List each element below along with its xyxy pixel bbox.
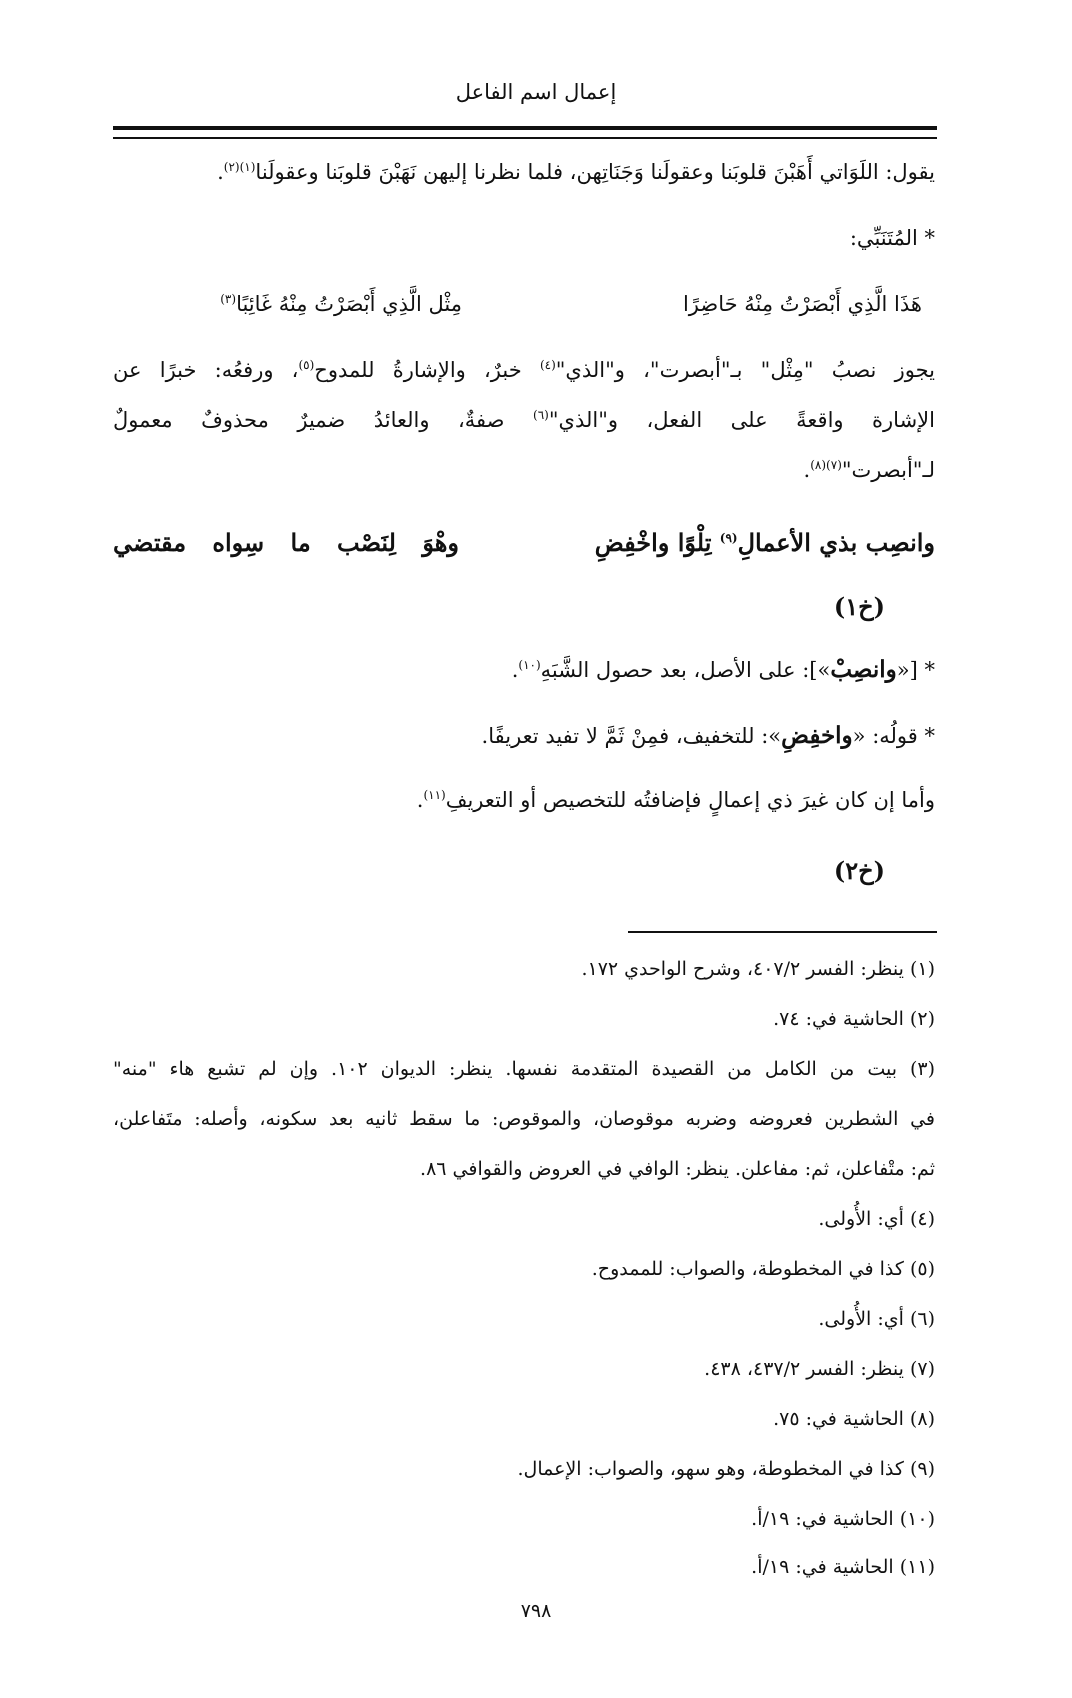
verse-text: وانصِب بذي الأعمالِ	[737, 528, 935, 557]
comment-line-1	[512, 656, 935, 684]
body-text: الإشارة واقعةً على الفعل، و"الذي"	[548, 408, 935, 432]
footnote-3-line-3: ثم: متْفاعلن، ثم: مفاعلن. ينظر: الوافي في العروض والقوافي ٨٦.	[420, 1158, 935, 1180]
body-text: ، ورفعُه: خبرًا عن	[113, 358, 299, 382]
quoted-term: واخفِضِ	[781, 722, 853, 749]
body-text: لـ"أبصرت"	[841, 458, 935, 482]
body-text: * قولُه: «	[852, 724, 935, 748]
verse-text: وهْوَ لِنَصْب ما سِواه مقتضي	[113, 528, 459, 557]
footnote-4: (٤) أي: الأُولى.	[818, 1208, 935, 1230]
footnote-ref: (٥)	[298, 358, 315, 372]
hemistich-text: هَذَا الَّذِي أَبْصَرْتُ مِنْهُ حَاضِرًا	[682, 292, 922, 316]
footnote-7: (٧) ينظر: الفسر ٤٣٧/٢، ٤٣٨.	[704, 1358, 935, 1380]
footnote-3-line-1: (٣) بيت من الكامل من القصيدة المتقدمة نفسها. ينظر: الديوان ١٠٢. وإن لم تشبع هاء "منه"	[113, 1058, 936, 1080]
header-rule-thick	[113, 126, 937, 130]
body-line-1	[217, 160, 935, 185]
footnote-separator	[628, 931, 937, 933]
verse1-hemistich-2	[220, 292, 462, 316]
poet-heading: * المُتَنَبِّي:	[849, 226, 935, 250]
footnote-10: (١٠) الحاشية في: ١٩/أ.	[751, 1508, 935, 1530]
footnote-3-line-2: في الشطرين فعروضه وضربه موقوصان، والموقوص: ما سقط ثانيه بعد سكونه، وأصله: متَفاعلن،	[113, 1108, 935, 1130]
footnote-ref: (٧)(٨)	[810, 458, 842, 472]
footnote-1: (١) ينظر: الفسر ٤٠٧/٢، وشرح الواحدي ١٧٢.	[581, 958, 935, 980]
punct: .	[511, 658, 519, 682]
manuscript-code-2: (خ٢)	[833, 856, 885, 885]
verse-text: تِلْوًا واخْفِضِ	[594, 528, 720, 557]
body-text: »: للتخفيف، فمِنْ ثَمَّ لا تفيد تعريفًا.	[481, 724, 782, 748]
punct: .	[803, 458, 811, 482]
footnote-ref: (٦)	[533, 408, 549, 422]
footnote-ref: (٤)	[539, 358, 556, 372]
body-text: صفةٌ، والعائدُ ضميرٌ محذوفٌ معمولٌ	[113, 408, 534, 432]
page-number: ٧٩٨	[520, 1600, 552, 1622]
running-header: إعمال اسم الفاعل	[455, 80, 617, 104]
footnote-6: (٦) أي: الأُولى.	[818, 1308, 935, 1330]
footnote-2: (٢) الحاشية في: ٧٤.	[773, 1008, 935, 1030]
quoted-term: وانصِبْ	[830, 656, 897, 683]
comment-line-2	[482, 722, 935, 750]
punct: .	[416, 788, 424, 812]
verse1-hemistich-1	[683, 292, 922, 316]
body-text: خبرٌ، والإشارةُ للمدوح	[314, 358, 540, 382]
footnote-ref: (١١)	[423, 788, 446, 802]
para1-line-3	[804, 458, 935, 483]
verse2-hemistich-2	[113, 528, 459, 557]
footnote-9: (٩) كذا في المخطوطة، وهو سهو، والصواب: الإعمال.	[517, 1458, 935, 1480]
footnote-ref: (١)(٢)	[223, 160, 256, 174]
para1-line-1	[113, 358, 935, 383]
hemistich-text: مِثْل الَّذِي أَبْصَرْتُ مِنْهُ غَائِبًا	[236, 292, 462, 316]
footnote-11: (١١) الحاشية في: ١٩/أ.	[751, 1556, 935, 1578]
para1-line-2	[113, 408, 935, 433]
body-text: »]: على الأصل، بعد حصول الشَّبَهِ	[540, 658, 831, 682]
body-text: وأما إن كان غيرَ ذي إعمالٍ فإضافتُه للتخصيص أو التعريفِ	[445, 788, 935, 812]
body-text: يجوز نصبُ "مِثْل" بـ"أبصرت"، و"الذي"	[555, 358, 935, 382]
manuscript-code-1: (خ١)	[833, 592, 885, 621]
footnote-ref: (٣)	[220, 292, 237, 306]
footnote-5: (٥) كذا في المخطوطة، والصواب: للممدوح.	[591, 1258, 935, 1280]
header-rule-thin	[113, 137, 937, 139]
body-text: * [«	[896, 658, 935, 682]
punct: .	[217, 160, 224, 184]
footnote-ref: (٩)	[719, 531, 738, 545]
footnote-ref: (١٠)	[518, 658, 541, 672]
body-text: يقول: اللَوَاتي أَهَبْنَ قلوبَنا وعقولَنا وَجَنَاتِهن، فلما نظرنا إليهن نَهَبْنَ قلوبَنا وعقولَنا	[255, 160, 935, 184]
footnote-8: (٨) الحاشية في: ٧٥.	[773, 1408, 935, 1430]
verse2-hemistich-1	[595, 528, 935, 557]
comment-line-3	[417, 788, 935, 813]
